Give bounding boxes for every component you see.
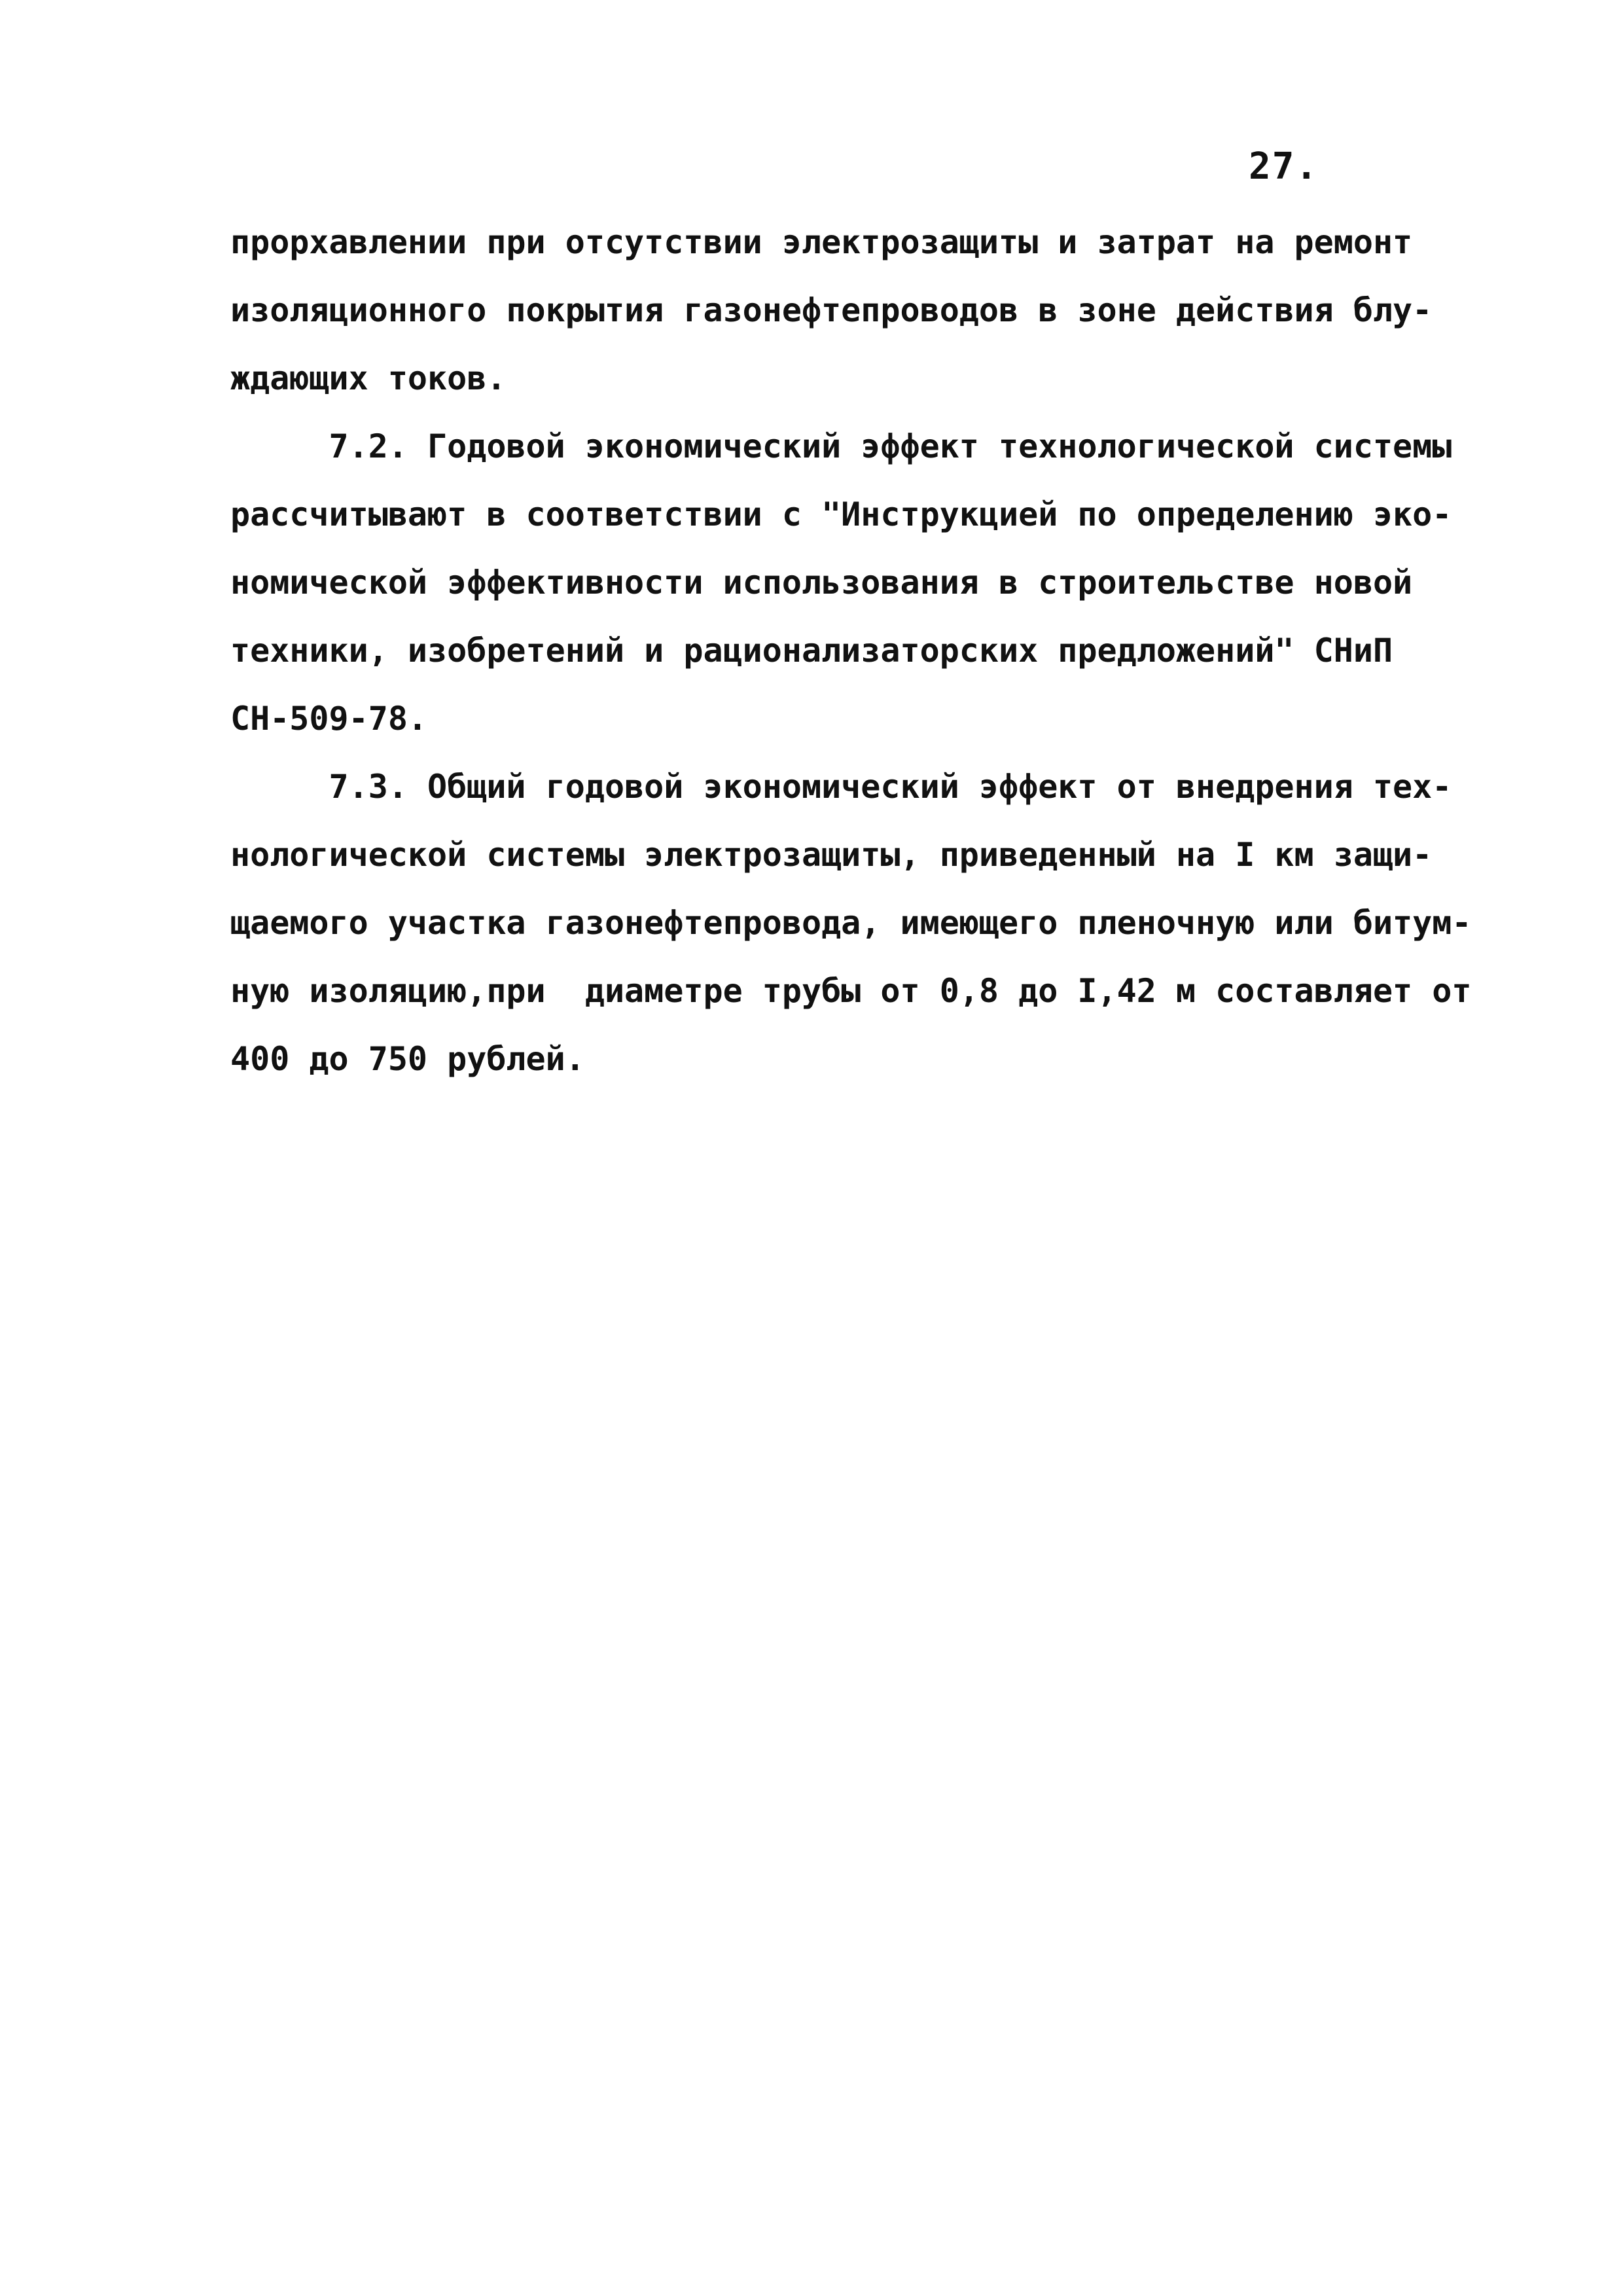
- text-line: техники, изобретений и рационализаторских предложений" СНиП: [230, 632, 1393, 670]
- text-line: 400 до 750 рублей.: [230, 1040, 585, 1078]
- paragraph-7-3: [230, 753, 1474, 1093]
- body-text: [230, 208, 1474, 1093]
- text-line: 7.3. Общий годовой экономический эффект от внедрения тех-: [230, 768, 1452, 806]
- text-line: нологической системы электрозащиты, приведенный на I км защи-: [230, 836, 1433, 874]
- text-line: рассчитывают в соответствии с "Инструкцией по определению эко-: [230, 495, 1452, 533]
- text-line: 7.2. Годовой экономический эффект технологической системы: [230, 427, 1452, 465]
- text-line: изоляционного покрытия газонефтепроводов в зоне действия блу-: [230, 291, 1433, 329]
- text-line: прорхавлении при отсутствии электрозащиты и затрат на ремонт: [230, 223, 1413, 261]
- text-line: СН-509-78.: [230, 700, 428, 738]
- text-line: номической эффективности использования в строительстве новой: [230, 564, 1413, 601]
- page-number: 27.: [1249, 145, 1319, 188]
- text-line: щаемого участка газонефтепровода, имеющего пленочную или битум-: [230, 904, 1472, 942]
- paragraph-7-2: [230, 412, 1474, 753]
- paragraph-continuation: [230, 208, 1474, 412]
- text-line: ную изоляцию,при диаметре трубы от 0,8 до I,42 м составляет от: [230, 972, 1472, 1010]
- text-line: ждающих токов.: [230, 359, 507, 397]
